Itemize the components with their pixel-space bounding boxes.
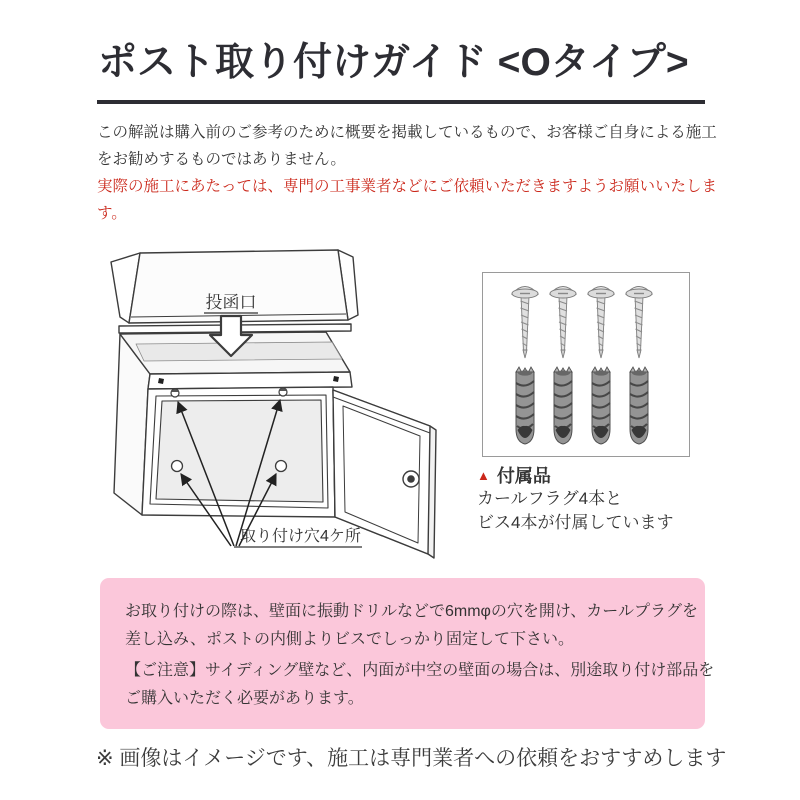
page-title: ポスト取り付けガイド <Oタイプ> [98, 41, 689, 84]
holes-label: 取り付け穴4ケ所 [240, 528, 361, 545]
accessories-caption [477, 487, 707, 534]
note-line-1: お取り付けの際は、壁面に振動ドリルなどで6mmφの穴を開け、カールプラグを [125, 603, 698, 620]
mailbox-diagram [100, 240, 450, 570]
screw-row [512, 287, 652, 359]
lid-panel [129, 250, 348, 323]
inner-back-panel [156, 400, 323, 502]
intro-warning-line-2: す。 [97, 205, 127, 222]
mounting-hole-bottom-right [276, 461, 287, 472]
accessories-image-box [482, 272, 690, 457]
shelf-bolt-left [158, 378, 164, 384]
screws-and-plugs-image [483, 273, 689, 456]
accessories-caption-line-2: ビス4本が付属しています [477, 512, 674, 532]
note-line-2: 差し込み、ポストの内側よりビスでしっかり固定して下さい。 [125, 630, 574, 648]
accessories-caption-line-1: カールフラグ4本と [477, 489, 623, 508]
footnote: ※ 画像はイメージです、施工は専門業者への依頼をおすすめします [96, 747, 727, 770]
title-underline-rule [97, 100, 705, 104]
intro-line-1: この解説は購入前のご参考のために概要を掲載しているもので、お客様ご自身による施工 [97, 124, 717, 141]
note-line-4: ご購入いただく必要があります。 [125, 689, 364, 707]
shelf-bolt-right [333, 376, 339, 382]
accessories-heading-label: 付属品 [496, 466, 551, 486]
intro-line-2: をお勧めするものではありません。 [97, 151, 346, 168]
slot-label: 投函口 [205, 293, 257, 312]
red-triangle-icon: ▲ [477, 467, 490, 483]
installation-note-box [100, 578, 715, 729]
note-line-3: 【ご注意】サイディング壁など、内面が中空の壁面の場合は、別途取り付け部品を [125, 662, 715, 679]
mailbox-line-art [100, 240, 450, 570]
mounting-hole-bottom-left [172, 461, 183, 472]
intro-paragraph [97, 119, 737, 227]
accessories-heading [477, 462, 697, 488]
intro-warning-line-1: 実際の施工にあたっては、専門の工事業者などにご依頼いただきますようお願いいたしま [97, 178, 718, 195]
plug-row [516, 367, 648, 444]
